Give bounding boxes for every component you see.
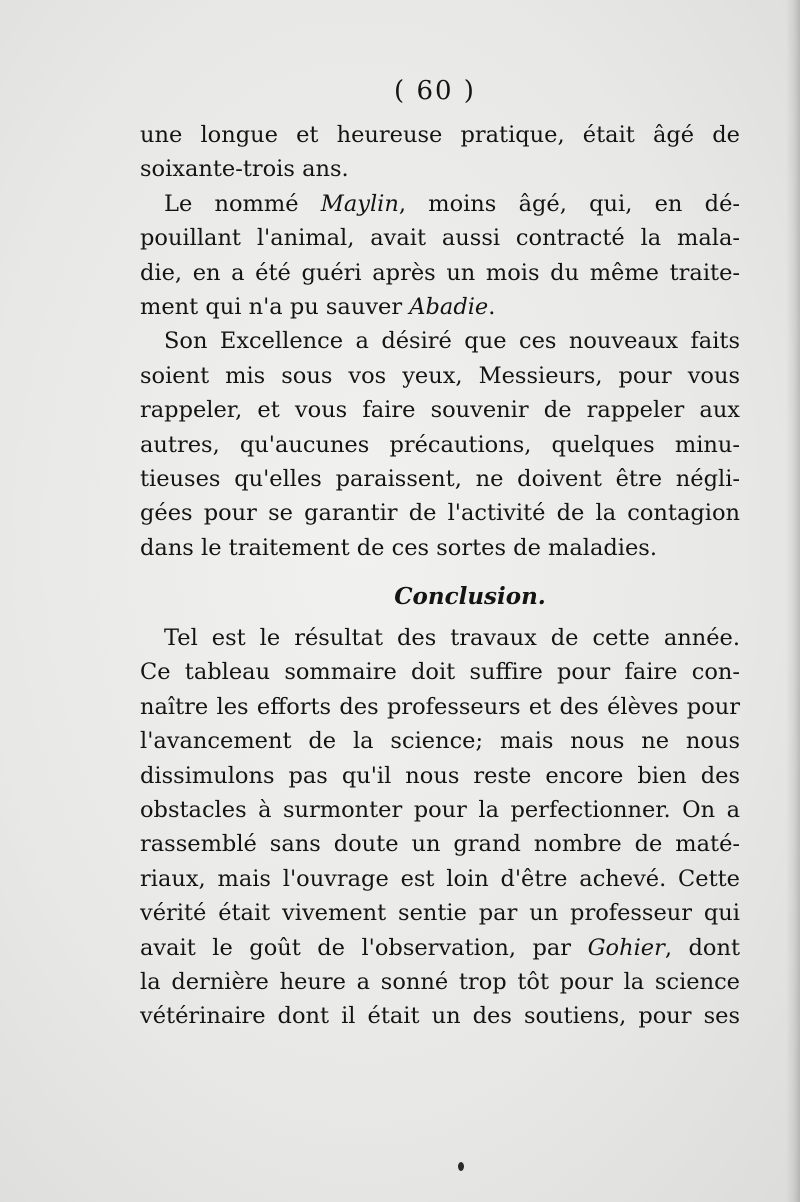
- text-line: une longue et heureuse pratique, était âgé de: [140, 122, 740, 148]
- text-line: la dernière heure a sonné trop tôt pour la science: [140, 968, 740, 995]
- paragraph: [140, 621, 740, 1034]
- paragraph: [140, 118, 740, 187]
- text-line: Ce tableau sommaire doit suffire pour faire con-: [140, 659, 740, 686]
- text-line: autres, qu'aucunes précautions, quelques minu-: [140, 431, 740, 458]
- text-line: die, en a été guéri après un mois du même traite-: [140, 259, 740, 286]
- paragraph: [140, 187, 740, 325]
- text-line: dans le traitement de ces sortes de maladies.: [140, 534, 658, 561]
- text-line: obstacles à surmonter pour la perfectionner. On a: [140, 797, 740, 824]
- text-line: gées pour se garantir de l'activité de la contagion: [140, 500, 740, 527]
- text-line: Le nommé Maylin, moins âgé, qui, en dé-: [164, 190, 740, 217]
- proper-name: Abadie: [409, 293, 489, 320]
- text-line: avait le goût de l'observation, par Gohier, dont: [140, 934, 740, 961]
- page-text: [140, 118, 740, 1034]
- text-line: l'avancement de la science; mais nous ne nous: [140, 728, 740, 755]
- text-line: rassemblé sans doute un grand nombre de maté-: [140, 831, 740, 858]
- proper-name: Gohier: [587, 934, 665, 961]
- paragraph: [140, 324, 740, 565]
- text-line: ment qui n'a pu sauver Abadie.: [140, 293, 496, 320]
- page-edge-shadow: [786, 0, 800, 1202]
- page-number: ( 60 ): [394, 76, 476, 106]
- text-line: naître les efforts des professeurs et des élèves pour: [140, 693, 740, 720]
- proper-name: Maylin: [320, 190, 399, 217]
- text-line: soient mis sous vos yeux, Messieurs, pour vous: [140, 362, 740, 389]
- text-line: pouillant l'animal, avait aussi contracté la mala-: [140, 225, 740, 252]
- text-line: vétérinaire dont il était un des soutiens, pour ses: [140, 1003, 740, 1030]
- text-line: Tel est le résultat des travaux de cette année.: [164, 625, 740, 652]
- text-line: riaux, mais l'ouvrage est loin d'être achevé. Cette: [140, 865, 740, 892]
- text-line: dissimulons pas qu'il nous reste encore bien des: [140, 762, 740, 789]
- ink-speck: [458, 1162, 464, 1171]
- text-line: soixante-trois ans.: [140, 156, 349, 183]
- text-line: vérité était vivement sentie par un professeur qui: [140, 900, 740, 927]
- section-heading: Conclusion.: [394, 583, 546, 611]
- text-line: Son Excellence a désiré que ces nouveaux faits: [164, 328, 740, 355]
- text-line: rappeler, et vous faire souvenir de rappeler aux: [140, 397, 740, 424]
- text-line: tieuses qu'elles paraissent, ne doivent être négli-: [140, 465, 740, 492]
